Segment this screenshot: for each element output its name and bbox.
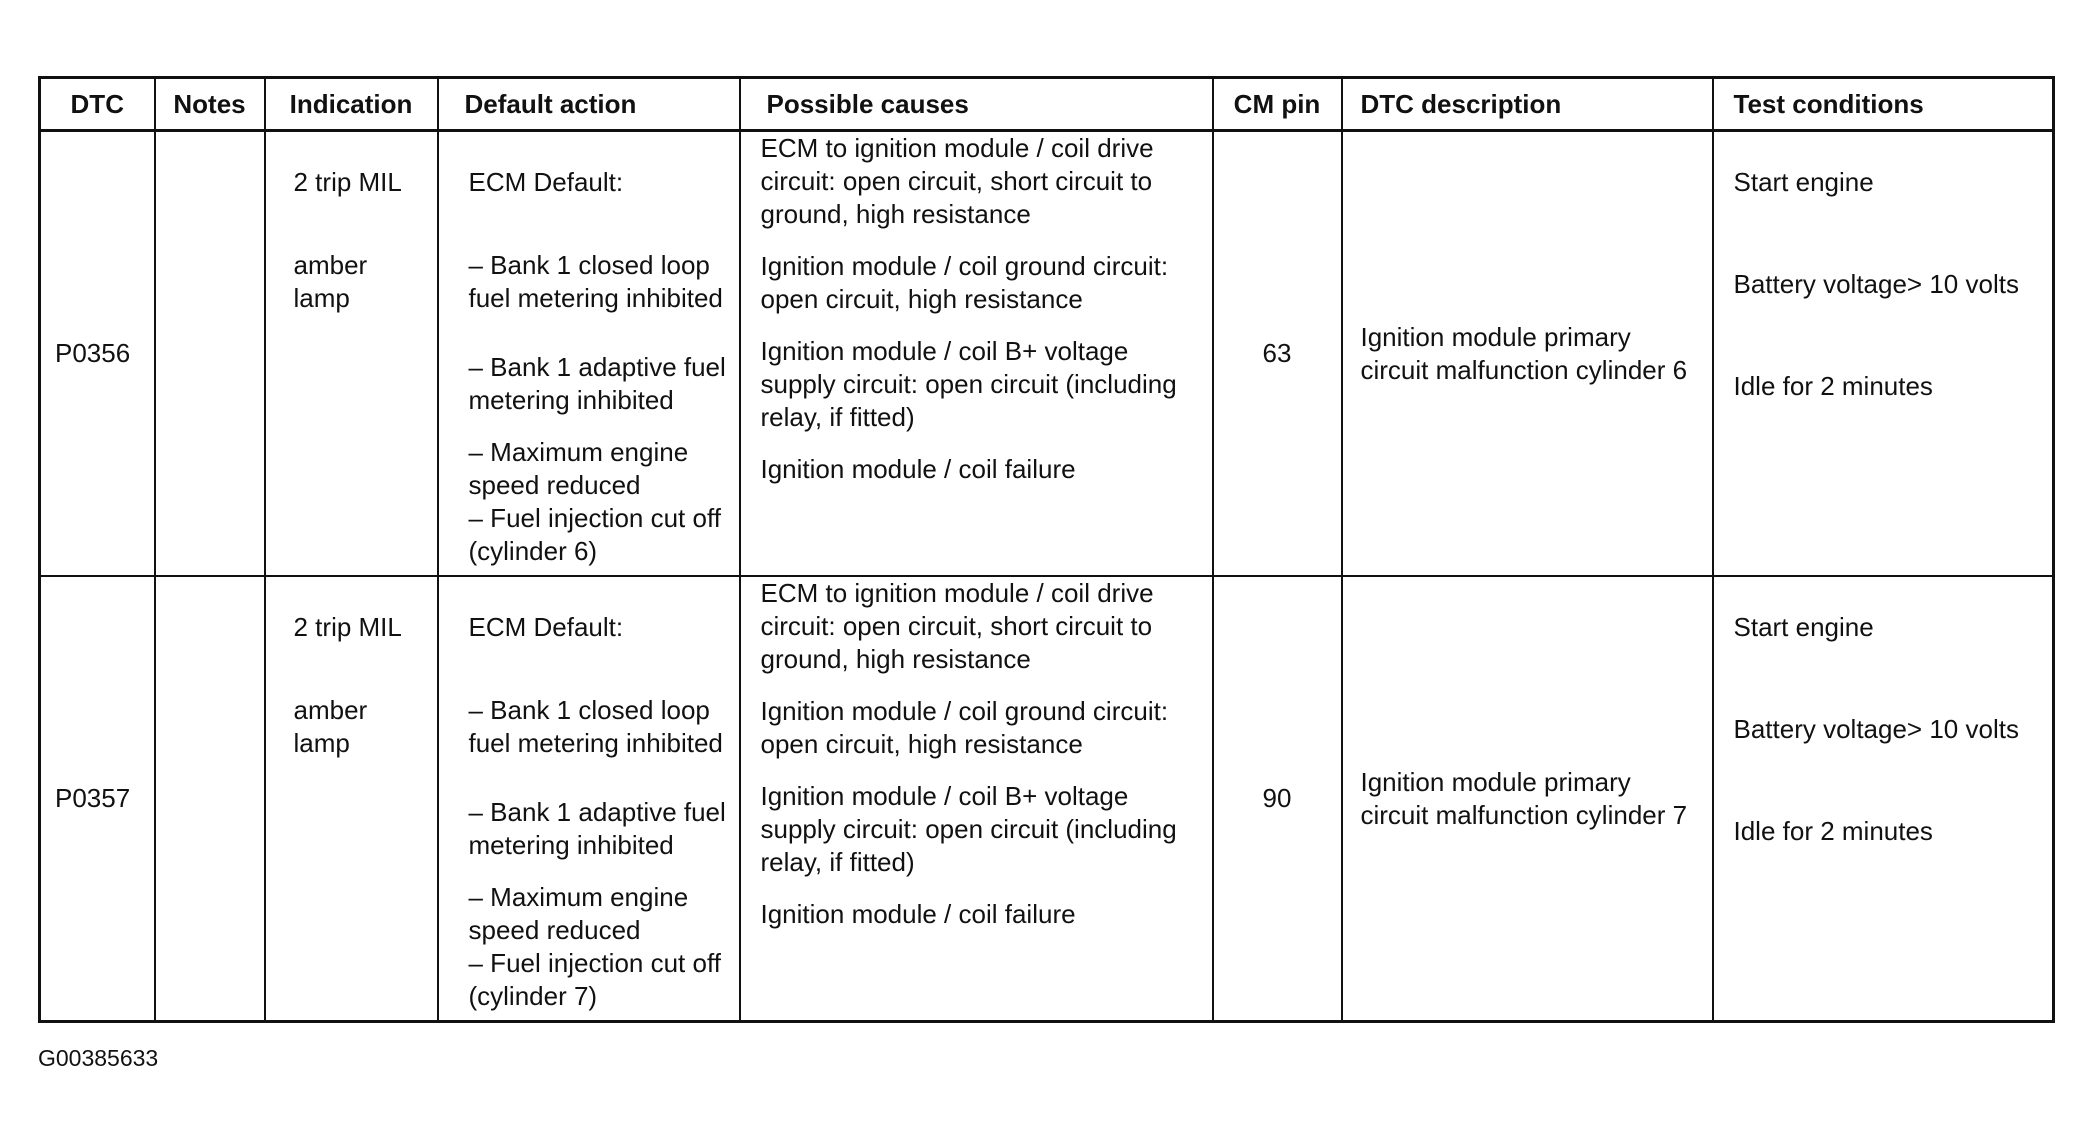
possible-causes-cell: [740, 576, 1213, 1022]
header-indication: Indication: [265, 78, 438, 131]
dtc-code: P0356: [40, 131, 155, 577]
indication-line: amber lamp: [293, 250, 368, 313]
default-action-item: – Fuel injection cut off (cylinder 7): [468, 948, 721, 1011]
possible-cause: Ignition module / coil failure: [760, 454, 1076, 484]
default-action-item: – Bank 1 closed loop fuel metering inhibited: [468, 695, 723, 758]
figure-id: G00385633: [38, 1045, 159, 1071]
possible-cause: Ignition module / coil B+ voltage supply circuit: open circuit (including relay, if fitted): [760, 336, 1177, 432]
possible-cause: Ignition module / coil ground circuit: open circuit, high resistance: [760, 696, 1169, 759]
test-condition: Start engine: [1733, 612, 1874, 642]
table-row: [40, 131, 2054, 577]
default-action-heading: ECM Default:: [468, 167, 624, 197]
default-action-cell: [438, 131, 740, 577]
header-dtc: DTC: [40, 78, 155, 131]
notes-cell: [155, 576, 265, 1022]
test-conditions-cell: [1713, 576, 2054, 1022]
cm-pin: 63: [1213, 131, 1342, 577]
indication-cell: [265, 131, 438, 577]
possible-cause: Ignition module / coil B+ voltage supply circuit: open circuit (including relay, if fitted): [760, 781, 1177, 877]
default-action-heading: ECM Default:: [468, 612, 624, 642]
dtc-description: Ignition module primary circuit malfunction cylinder 6: [1360, 321, 1688, 385]
default-action-item: – Bank 1 adaptive fuel metering inhibited: [468, 797, 726, 860]
indication-line: 2 trip MIL: [293, 167, 402, 197]
header-notes: Notes: [155, 78, 265, 131]
dtc-table-container: [38, 76, 2052, 1023]
header-cm-pin: CM pin: [1213, 78, 1342, 131]
dtc-description-cell: [1342, 131, 1713, 577]
default-action-item: – Bank 1 adaptive fuel metering inhibited: [468, 352, 726, 415]
possible-cause: Ignition module / coil failure: [760, 899, 1076, 929]
default-action-item: – Fuel injection cut off (cylinder 6): [468, 503, 721, 566]
indication-line: amber lamp: [293, 695, 368, 758]
dtc-table: [38, 76, 2055, 1023]
test-condition: Start engine: [1733, 167, 1874, 197]
possible-cause: Ignition module / coil ground circuit: open circuit, high resistance: [760, 251, 1169, 314]
indication-cell: [265, 576, 438, 1022]
header-test-conditions: Test conditions: [1713, 78, 2054, 131]
test-conditions-cell: [1713, 131, 2054, 577]
dtc-description: Ignition module primary circuit malfunction cylinder 7: [1360, 766, 1688, 830]
possible-cause: ECM to ignition module / coil drive circuit: open circuit, short circuit to ground, high resistance: [760, 578, 1154, 674]
table-row: [40, 576, 2054, 1022]
test-condition: Battery voltage> 10 volts: [1733, 269, 2019, 299]
default-action-item: – Maximum engine speed reduced: [468, 437, 689, 500]
table-header-row: [40, 78, 2054, 131]
test-condition: Idle for 2 minutes: [1733, 816, 1933, 846]
cm-pin: 90: [1213, 576, 1342, 1022]
default-action-item: – Maximum engine speed reduced: [468, 882, 689, 945]
dtc-description-cell: [1342, 576, 1713, 1022]
header-default-action: Default action: [438, 78, 740, 131]
notes-cell: [155, 131, 265, 577]
default-action-item: – Bank 1 closed loop fuel metering inhibited: [468, 250, 723, 313]
default-action-cell: [438, 576, 740, 1022]
test-condition: Idle for 2 minutes: [1733, 371, 1933, 401]
possible-cause: ECM to ignition module / coil drive circuit: open circuit, short circuit to ground, high resistance: [760, 133, 1154, 229]
header-possible-causes: Possible causes: [740, 78, 1213, 131]
indication-line: 2 trip MIL: [293, 612, 402, 642]
dtc-code: P0357: [40, 576, 155, 1022]
test-condition: Battery voltage> 10 volts: [1733, 714, 2019, 744]
possible-causes-cell: [740, 131, 1213, 577]
header-dtc-description: DTC description: [1342, 78, 1713, 131]
